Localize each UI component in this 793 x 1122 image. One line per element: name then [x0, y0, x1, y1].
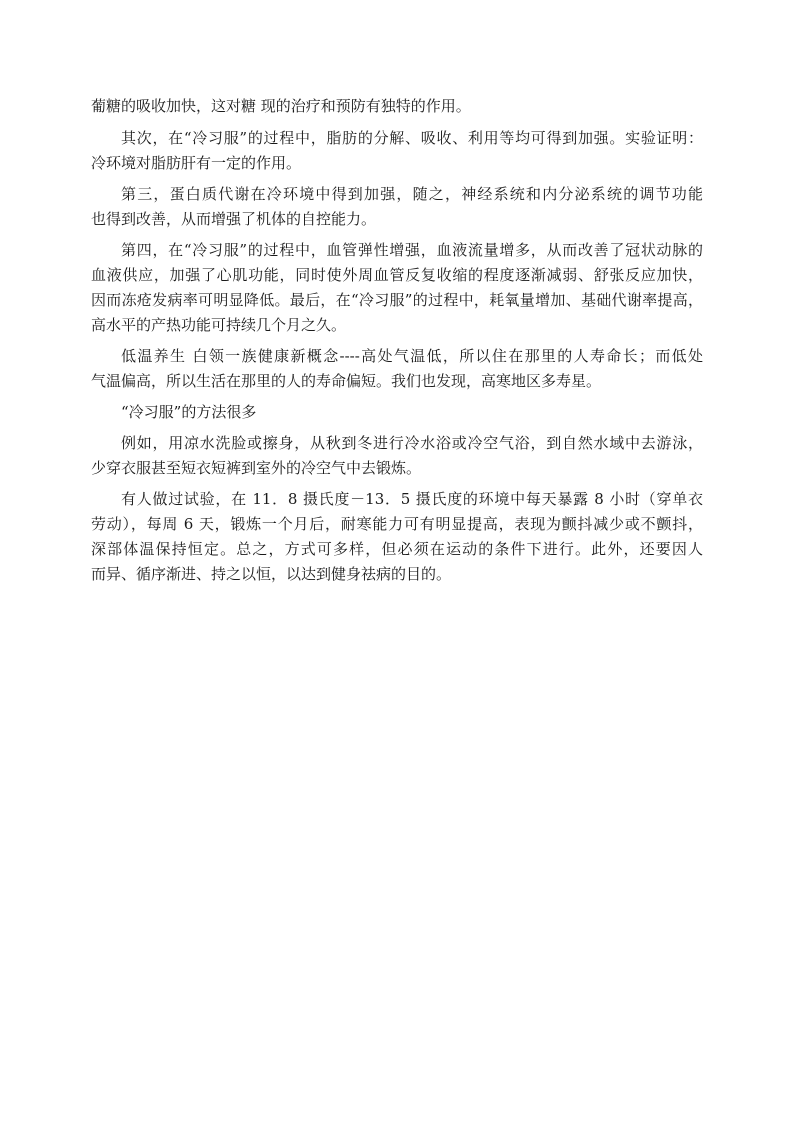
text-line: 少穿衣服甚至短衣短裤到室外的冷空气中去锻炼。: [91, 459, 422, 477]
text-line: 也得到改善，从而增强了机体的自控能力。: [91, 210, 377, 228]
paragraph-protein-metabolism: [91, 182, 703, 232]
text-line: 深部体温保持恒定。总之，方式可多样，但必须在运动的条件下进行。此外，还要因人: [91, 540, 703, 558]
paragraph-methods-heading: [91, 400, 703, 425]
text-line: 有人做过试验，在 11．8 摄氏度－13．5 摄氏度的环境中每天暴露 8 小时（穿单衣: [121, 490, 703, 508]
paragraph-fat-metabolism: [91, 126, 703, 176]
section-heading: “冷习服”的方法很多: [121, 403, 257, 421]
text-line: 冷环境对脂肪肝有一定的作用。: [91, 154, 302, 172]
paragraph-glucose: [91, 94, 703, 119]
text-line: 例如，用凉水洗脸或擦身，从秋到冬进行冷水浴或冷空气浴，到自然水域中去游泳，: [121, 434, 703, 452]
text-line: 劳动），每周 6 天，锻炼一个月后，耐寒能力可有明显提高，表现为颤抖减少或不颤抖，: [91, 515, 703, 533]
text-line: 葡糖的吸收加快，这对糖 现的治疗和预防有独特的作用。: [91, 97, 471, 115]
document-page: [91, 94, 703, 587]
text-line: 第四，在“冷习服”的过程中，血管弹性增强，血液流量增多，从而改善了冠状动脉的: [121, 241, 703, 259]
text-line: 因而冻疮发病率可明显降低。最后，在“冷习服”的过程中，耗氧量增加、基础代谢率提高，: [91, 291, 703, 309]
text-line: 血液供应，加强了心肌功能，同时使外周血管反复收缩的程度逐渐减弱、舒张反应加快，: [91, 266, 703, 284]
text-line: 第三，蛋白质代谢在冷环境中得到加强，随之，神经系统和内分泌系统的调节功能: [121, 185, 703, 203]
text-line: 气温偏高，所以生活在那里的人的寿命偏短。我们也发现，高寒地区多寿星。: [91, 372, 602, 390]
text-line: 其次，在“冷习服”的过程中，脂肪的分解、吸收、利用等均可得到加强。实验证明：: [121, 129, 703, 147]
paragraph-examples: [91, 431, 703, 481]
paragraph-low-temperature: [91, 344, 703, 394]
text-line: 低温养生 白领一族健康新概念----高处气温低，所以住在那里的人寿命长；而低处: [121, 347, 703, 365]
paragraph-experiment: [91, 487, 703, 587]
text-line: 而异、循序渐进、持之以恒，以达到健身祛病的目的。: [91, 565, 452, 583]
text-line: 高水平的产热功能可持续几个月之久。: [91, 316, 347, 334]
paragraph-vascular: [91, 238, 703, 338]
